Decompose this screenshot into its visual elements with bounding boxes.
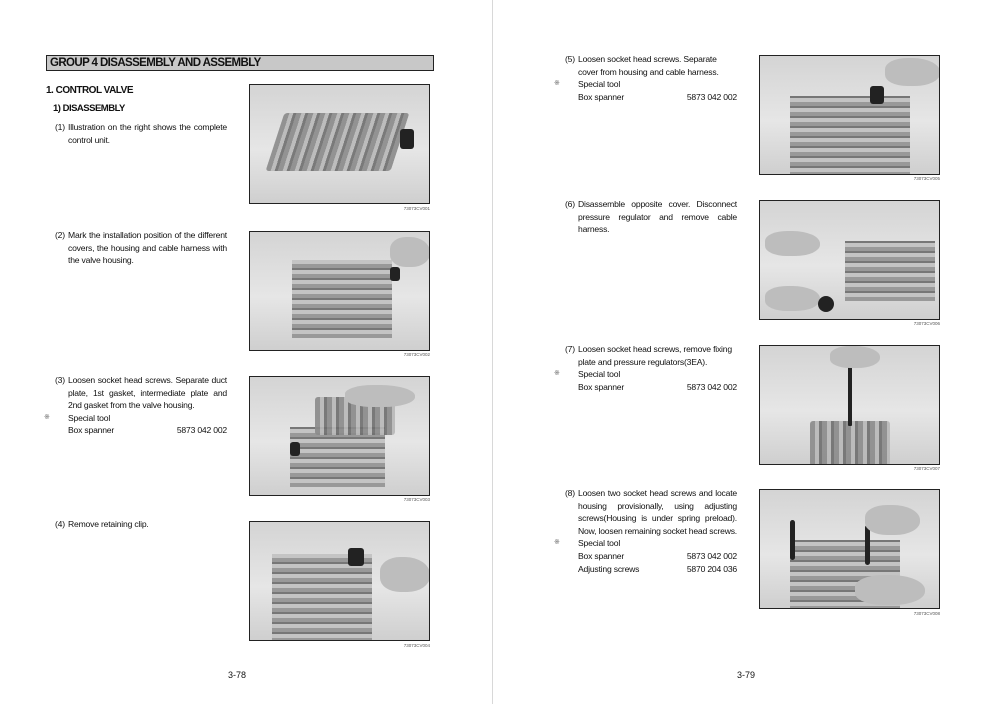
step-6: (6) Disassemble opposite cover. Disconnect pressure regulator and remove cable harness.: [565, 199, 737, 235]
photo-caption: 73073CV005: [913, 176, 940, 181]
note-mark: ※: [554, 370, 560, 378]
photo-fixing-plate: [759, 345, 940, 465]
page-number: 3-79: [737, 670, 756, 680]
tool-row: Adjusting screws 5870 204 036: [578, 563, 737, 574]
note-mark: ※: [554, 80, 560, 88]
step-2: (2) Mark the installation position of the different covers, the housing and cable harness with the valve housing.: [55, 230, 227, 266]
photo-caption: 73073CV004: [403, 643, 430, 648]
photo-separate-plate: [249, 376, 430, 496]
step-5: (5) Loosen socket head screws. Separate cover from housing and cable harness. ※ Special tool Box spanner 5873 042 002: [554, 54, 737, 102]
photo-caption: 73073CV001: [403, 206, 430, 211]
step-3: (3) Loosen socket head screws. Separate duct plate, 1st gasket, intermediate plate and 2nd gasket from the valve housing. ※ Special tool Box spanner 5873 042 002: [44, 375, 227, 436]
photo-caption: 73073CV002: [403, 352, 430, 357]
photo-opposite-cover: [759, 200, 940, 320]
step-1: (1) Illustration on the right shows the complete control unit.: [55, 122, 227, 145]
page-number: 3-78: [228, 670, 247, 680]
step-7: (7) Loosen socket head screws, remove fixing plate and pressure regulators(3EA). ※ Special tool Box spanner 5873 042 002: [554, 344, 737, 392]
photo-caption: 73073CV008: [913, 611, 940, 616]
step-8: (8) Loosen two socket head screws and locate housing provisionally, using adjusting screws(Housing is under spring preload). Now, loosen remaining socket head screws. ※ Special tool Box spanner 5873 042 002 Adjusting screws 5870 204 036: [554, 488, 737, 574]
photo-caption: 73073CV006: [913, 321, 940, 326]
photo-retaining-clip: [249, 521, 430, 641]
step-4: (4) Remove retaining clip.: [55, 519, 149, 529]
tool-row: Box spanner 5873 042 002: [578, 91, 737, 102]
tool-row: Box spanner 5873 042 002: [578, 550, 737, 561]
tool-row: Box spanner 5873 042 002: [68, 425, 227, 436]
tool-row: Box spanner 5873 042 002: [578, 381, 737, 392]
photo-caption: 73073CV003: [403, 497, 430, 502]
note-mark: ※: [44, 413, 50, 421]
photo-loosen-cover: [759, 55, 940, 175]
group-title: GROUP 4 DISASSEMBLY AND ASSEMBLY: [46, 55, 434, 71]
subsection-title: 1) DISASSEMBLY: [53, 103, 125, 114]
section-title: 1. CONTROL VALVE: [46, 85, 134, 96]
photo-adjusting-screws: [759, 489, 940, 609]
photo-control-unit: [249, 84, 430, 204]
right-page: [493, 0, 987, 704]
left-page: [0, 0, 492, 704]
photo-mark-position: [249, 231, 430, 351]
note-mark: ※: [554, 539, 560, 547]
photo-caption: 73073CV007: [913, 466, 940, 471]
